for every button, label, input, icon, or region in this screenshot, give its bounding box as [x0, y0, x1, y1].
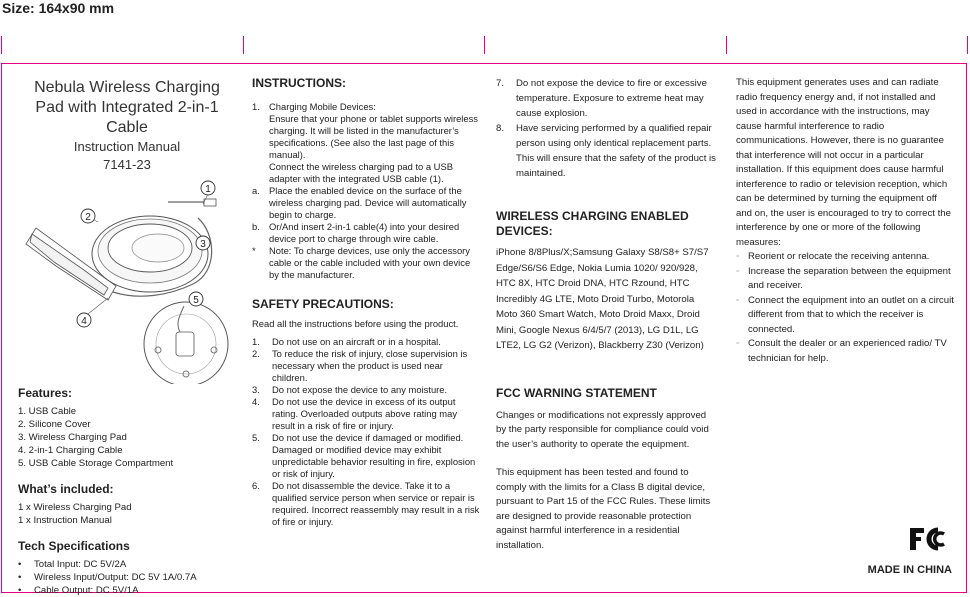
list-item [736, 294, 954, 338]
bullet-icon: ◦ [736, 251, 740, 262]
item-text: Do not use the device if damaged or modified. Damaged or modified device may exhibit unpredictable behavior resulting in fire, explosion or risk of injury. [272, 432, 476, 479]
included-heading: What’s included: [18, 482, 114, 496]
list-item [252, 185, 480, 221]
charging-pad-drawing [18, 174, 236, 384]
item-marker: a. [252, 185, 260, 196]
callout-3: 3 [200, 239, 206, 250]
list-item [252, 432, 480, 480]
bullet-icon: ◦ [736, 338, 740, 349]
list-item: 1. USB Cable [18, 406, 77, 417]
bullet-icon: • [18, 559, 22, 570]
item-marker: 1. [252, 101, 260, 112]
item-marker: 8. [496, 123, 505, 134]
column-intro [18, 78, 236, 597]
list-item: 1 x Wireless Charging Pad [18, 502, 132, 513]
fcc-paragraph-3: This equipment generates uses and can radiate radio frequency energy and, if not installed and used in accordance with the instructions, may cause harmful interference to radio communications. However, there is no guarantee that interference will not occur in a particular installation. If this equipment does cause harmful interference to radio or television reception, which can be determined by turning the equipment off and on, the user is encouraged to try to correct the interference by one or more of the following [736, 77, 951, 233]
list-item [252, 396, 480, 432]
list-item [252, 384, 480, 396]
list-item: 2. Silicone Cover [18, 419, 91, 430]
product-illustration [18, 174, 236, 394]
item-text: Do not use the device in excess of its output rating. Overloaded outputs above rating may result in a risk of fire or injury. [272, 396, 458, 431]
list-item [252, 101, 480, 185]
list-item: 3. Wireless Charging Pad [18, 432, 127, 443]
list-item [18, 584, 236, 597]
item-text: To reduce the risk of injury, close supervision is necessary when the product is used near children. [272, 348, 468, 383]
fcc-paragraph-2: This equipment has been tested and found to comply with the limits for a Class B digital device, pursuant to Part 15 of the FCC Rules. These limits are designed to provide reasonable protection against harmful interference in a residential installation. [496, 467, 711, 551]
list-item: 4. 2-in-1 Charging Cable [18, 445, 123, 456]
spec-text: Wireless Input/Output: DC 5V 1A/0.7A [34, 572, 197, 583]
fcc-logo-icon [910, 526, 948, 552]
trim-mark [1, 36, 2, 54]
callout-2: 2 [85, 212, 91, 223]
measure-text: Reorient or relocate the receiving antenna. [748, 251, 930, 262]
item-marker: 4. [252, 396, 260, 407]
included-list [18, 501, 236, 527]
item-marker: b. [252, 221, 260, 232]
callout-1: 1 [205, 184, 211, 195]
trim-mark [243, 36, 244, 54]
column-fcc-continued [736, 76, 954, 366]
tech-specs-list [18, 558, 236, 597]
size-label: Size: 164x90 mm [2, 0, 115, 16]
item-text: Charging Mobile Devices: Ensure that your phone or tablet supports wireless charging. It will be listed in the manufacturer’s specifications. (See also the last page of this manual). Connect the wireless charging pad to a USB adapter with the integrated USB cable (1). [269, 101, 478, 184]
item-text: Do not use on an aircraft or in a hospital. [272, 336, 441, 347]
list-item [252, 336, 480, 348]
list-item [18, 558, 236, 571]
features-heading: Features: [18, 386, 73, 400]
item-marker: 1. [252, 336, 260, 347]
list-item [496, 121, 718, 181]
model-number: 7141-23 [103, 157, 151, 172]
item-marker: 3. [252, 384, 260, 395]
spec-text: Cable Output: DC 5V/1A [34, 585, 139, 596]
instructions-heading: INSTRUCTIONS: [252, 76, 346, 90]
list-item [252, 480, 480, 528]
safety-intro: Read all the instructions before using the product. [252, 318, 459, 329]
enabled-devices-text: iPhone 8/8Plus/X;Samsung Galaxy S8/S8+ S7/S7 Edge/S6/S6 Edge, Nokia Lumia 1020/ 920/928, HTC 8X, HTC Droid DNA, HTC Rzound, HTC Incredibly 4G LTE, Moto Droid Turbo, Motorola Moto 360 Smart Watch, Moto Droid Maxx, Droid Mini, Google Nexus 6/4/5/7 (2013), LG D1L, LG LTE2, LG G2 (Verizon), Blackberry Z30 (Verizon) [496, 247, 709, 351]
list-item: 5. USB Cable Storage Compartment [18, 458, 174, 469]
spec-text: Total Input: DC 5V/2A [34, 559, 127, 570]
item-text: Place the enabled device on the surface of the wireless charging pad. Device will automatically begin to charge. [269, 185, 467, 220]
bullet-icon: • [18, 572, 22, 583]
list-item [18, 571, 236, 584]
list-item [736, 250, 954, 265]
callout-5: 5 [193, 295, 199, 306]
item-text: Have servicing performed by a qualified repair person using only identical replacement parts. This will ensure that the safety of the product is maintained. [516, 123, 716, 179]
measure-text: Connect the equipment into an outlet on a circuit different from that to which the receiver is connected. [748, 294, 954, 335]
list-item [496, 76, 718, 121]
item-text: Do not expose the device to any moisture. [272, 384, 448, 395]
item-marker: * [252, 245, 256, 256]
measure-text: Consult the dealer or an experienced radio/ TV technician for help. [748, 338, 947, 364]
item-marker: 7. [496, 78, 505, 89]
fcc-heading: FCC WARNING STATEMENT [496, 385, 657, 400]
item-text: Note: To charge devices, use only the accessory cable or the cable included with your own device by the manufacturer. [269, 245, 471, 280]
callout-4: 4 [81, 316, 87, 327]
item-text: Do not expose the device to fire or excessive temperature. Exposure to extreme heat may cause explosion. [516, 78, 707, 119]
list-item [736, 265, 954, 294]
bullet-icon: ◦ [736, 265, 740, 277]
fcc-logo-text: FC [910, 526, 912, 527]
manual-label: Instruction Manual [73, 139, 181, 154]
fcc-paragraph-1: Changes or modifications not expressly approved by the party responsible for compliance could void the user’s authority to operate the equipment. [496, 409, 709, 450]
trim-mark [967, 36, 968, 54]
list-item: 1 x Instruction Manual [18, 515, 112, 526]
list-item [252, 348, 480, 384]
item-marker: 5. [252, 432, 260, 443]
made-in-label: MADE IN CHINA [867, 564, 952, 576]
safety-list [252, 336, 480, 528]
bullet-icon: ◦ [736, 294, 740, 306]
safety-list-continued [496, 76, 718, 181]
measure-text: Increase the separation between the equipment and receiver. [748, 265, 951, 291]
list-item [252, 221, 480, 245]
trim-mark [726, 36, 727, 54]
column-instructions [252, 76, 480, 528]
tech-specs-heading: Tech Specifications [18, 539, 130, 553]
safety-heading: SAFETY PRECAUTIONS: [252, 297, 394, 311]
measures-list [736, 250, 954, 366]
enabled-devices-heading: WIRELESS CHARGING ENABLED DEVICES: [496, 209, 689, 238]
item-marker: 2. [252, 348, 260, 359]
measures-label: measures: [736, 236, 781, 248]
list-item [252, 245, 480, 281]
column-devices-fcc [496, 76, 718, 553]
item-text: Do not disassemble the device. Take it to a qualified service person when service or repair is required. Incorrect reassembly may result in a risk of fire or injury. [272, 480, 480, 527]
list-item [736, 337, 954, 366]
bullet-icon: • [18, 585, 22, 596]
item-marker: 6. [252, 480, 260, 491]
product-title: Nebula Wireless Charging Pad with Integrated 2-in-1 Cable [34, 79, 220, 136]
item-text: Or/And insert 2-in-1 cable(4) into your desired device port to charge through wire cable. [269, 221, 460, 244]
instructions-list [252, 101, 480, 281]
features-list [18, 405, 236, 470]
trim-mark [484, 36, 485, 54]
